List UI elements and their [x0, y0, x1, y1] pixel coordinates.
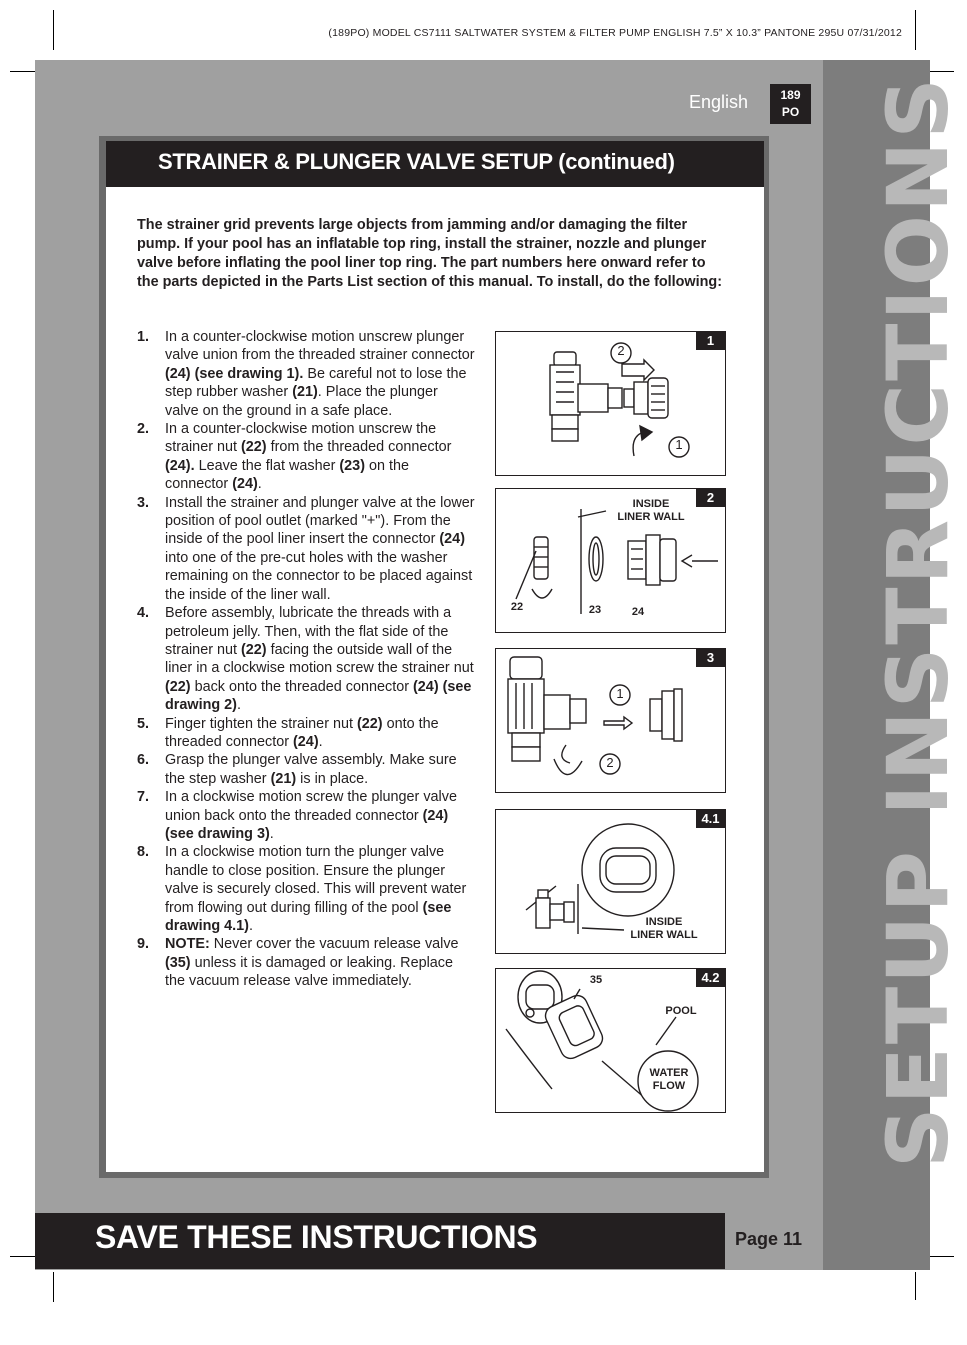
step-text: In a counter-clockwise motion unscrew the strainer nut [165, 421, 437, 456]
step-number: 6. [137, 752, 150, 769]
side-banner-text: SETUP INSTRUCTIONS [869, 75, 967, 1168]
page-number-box [725, 1213, 823, 1269]
step-text-bold: (21) [270, 770, 297, 787]
step-number: 8. [137, 844, 150, 861]
language-label: English [689, 92, 749, 112]
figure-4-2 [495, 968, 726, 1113]
step-text: facing the outside wall of the liner in a clockwise motion screw the strainer nut [165, 641, 474, 677]
step-text: is in place. [296, 770, 369, 787]
footer-bar [35, 1213, 725, 1269]
step-text: Never cover the vacuum release valve [209, 936, 459, 953]
part-35-label: 35 [589, 974, 603, 986]
step-item [137, 935, 475, 990]
step-text-bold: (35) [165, 954, 191, 971]
inside-liner-wall-label: INSIDE LINER WALL [617, 498, 685, 523]
section-title: STRAINER & PLUNGER VALVE SETUP (continued) [158, 149, 675, 174]
drawing-valve-unscrew [496, 332, 725, 475]
step-text-bold: (24) [293, 733, 319, 750]
step-text: In a clockwise motion screw the plunger valve union back onto the threaded connector [165, 789, 457, 824]
page-number: Page 11 [735, 1229, 803, 1249]
step-text-bold: NOTE: [165, 936, 210, 953]
step-text: unless it is damaged or leaking. Replace the vacuum release valve immediately. [165, 954, 453, 990]
step-text: In a counter-clockwise motion unscrew plunger valve union from the threaded strainer connector [165, 329, 475, 364]
part-23-label: 23 [588, 604, 602, 616]
step-text-bold: (24) (see drawing 3) [165, 807, 449, 842]
step-text: . [318, 733, 323, 750]
figure-4-1 [495, 809, 726, 954]
step-text: Finger tighten the strainer nut [165, 715, 357, 732]
step-text: . [248, 918, 253, 934]
page-code-badge [770, 84, 811, 124]
step-text: on the connector [165, 457, 409, 493]
drawing-valve-reattach [496, 649, 725, 792]
print-header: (189PO) MODEL CS7111 SALTWATER SYSTEM & FILTER PUMP ENGLISH 7.5” X 10.3” PANTONE 295U 07/31/2012 [328, 27, 902, 39]
step-number: 3. [137, 494, 150, 511]
figure-3 [495, 648, 726, 793]
step-text-bold: (21) [292, 384, 318, 401]
step-number: 7. [137, 789, 150, 806]
section-header [106, 141, 764, 187]
step-number: 2. [137, 421, 150, 438]
step-text-bold: (23) [339, 457, 365, 474]
figure-2 [495, 488, 726, 633]
step-text: . Place the plunger valve on the ground in a safe place. [165, 384, 438, 419]
figure-tag: 1 [696, 332, 725, 350]
step-item [137, 715, 475, 752]
callout-1: 1 [616, 686, 624, 701]
step-number: 9. [137, 936, 150, 953]
step-text: Be careful not to lose the step rubber washer [165, 365, 467, 401]
step-text-bold: (22) [241, 641, 267, 658]
figure-tag: 2 [696, 489, 725, 507]
crop-mark [915, 1272, 916, 1300]
crop-mark [53, 10, 54, 50]
figure-tag: 4.1 [696, 810, 725, 828]
step-item [137, 494, 475, 604]
step-item [137, 420, 475, 494]
step-number: 4. [137, 605, 150, 622]
step-text: back onto the threaded connector [190, 678, 414, 695]
side-banner [823, 60, 967, 1270]
callout-2: 2 [606, 755, 614, 770]
part-24-label: 24 [631, 606, 645, 618]
callout-1: 1 [675, 437, 683, 452]
page-code-line2: PO [781, 105, 800, 119]
step-text: into one of the pre-cut holes with the washer remaining on the connector to be placed against the inside of the liner wall. [165, 549, 473, 603]
callout-2: 2 [617, 343, 625, 358]
step-text: . [236, 697, 241, 714]
step-text: Before assembly, lubricate the threads with a petroleum jelly. Then, with the flat side of the strainer nut [165, 605, 452, 658]
inside-liner-wall-label: INSIDE LINER WALL [630, 916, 698, 941]
figure-1 [495, 331, 726, 476]
step-text-bold: (24). [165, 457, 195, 474]
step-text: . [269, 825, 274, 842]
step-text-bold: (24) [232, 476, 258, 493]
step-text-bold: (22) [356, 715, 383, 732]
pool-label: POOL [665, 1005, 697, 1017]
step-item [137, 751, 475, 788]
step-item [137, 604, 475, 714]
figure-tag: 4.2 [696, 969, 725, 987]
step-text: . [257, 476, 262, 493]
step-text-bold: (22) [241, 439, 267, 456]
step-text: Grasp the plunger valve assembly. Make sure the step washer [165, 752, 457, 787]
part-22-label: 22 [510, 601, 524, 613]
step-text-bold: (24) [439, 531, 465, 548]
step-text-bold: (see drawing 4.1) [165, 899, 452, 934]
step-number: 1. [137, 329, 150, 345]
step-text: In a clockwise motion turn the plunger valve handle to close position. Ensure the plunger valve is securely closed. This will prevent water from flowing out during filling of the pool [165, 844, 467, 916]
step-text: from the threaded connector [266, 439, 452, 456]
water-flow-label: WATER FLOW [649, 1067, 689, 1092]
step-text: onto the threaded connector [165, 715, 439, 750]
step-text: Leave the flat washer [194, 457, 340, 474]
step-item [137, 328, 475, 420]
step-text-bold: (24) (see drawing 2) [165, 678, 472, 714]
step-text: Install the strainer and plunger valve at the lower position of pool outlet (marked "+"). From the inside of the pool liner insert the connector [165, 494, 475, 548]
crop-mark [915, 10, 916, 50]
figure-tag: 3 [696, 649, 725, 667]
step-item [137, 788, 475, 843]
crop-mark [53, 1272, 54, 1302]
step-text-bold: (24) (see drawing 1). [165, 365, 304, 382]
page-code-line1: 189 [780, 88, 801, 102]
intro-paragraph: The strainer grid prevents large objects from jamming and/or damaging the filter pump. If your pool has an inflatable top ring, install the strainer, nozzle and plunger valve before inflating the pool liner top ring. The part numbers here onward refer to the parts depicted in the Parts List section of this manual. To install, do the following: [137, 217, 722, 290]
step-number: 5. [137, 715, 150, 732]
step-text-bold: (22) [165, 678, 191, 695]
step-item [137, 843, 475, 935]
footer-title: SAVE THESE INSTRUCTIONS [95, 1219, 538, 1255]
instruction-steps [137, 328, 475, 991]
